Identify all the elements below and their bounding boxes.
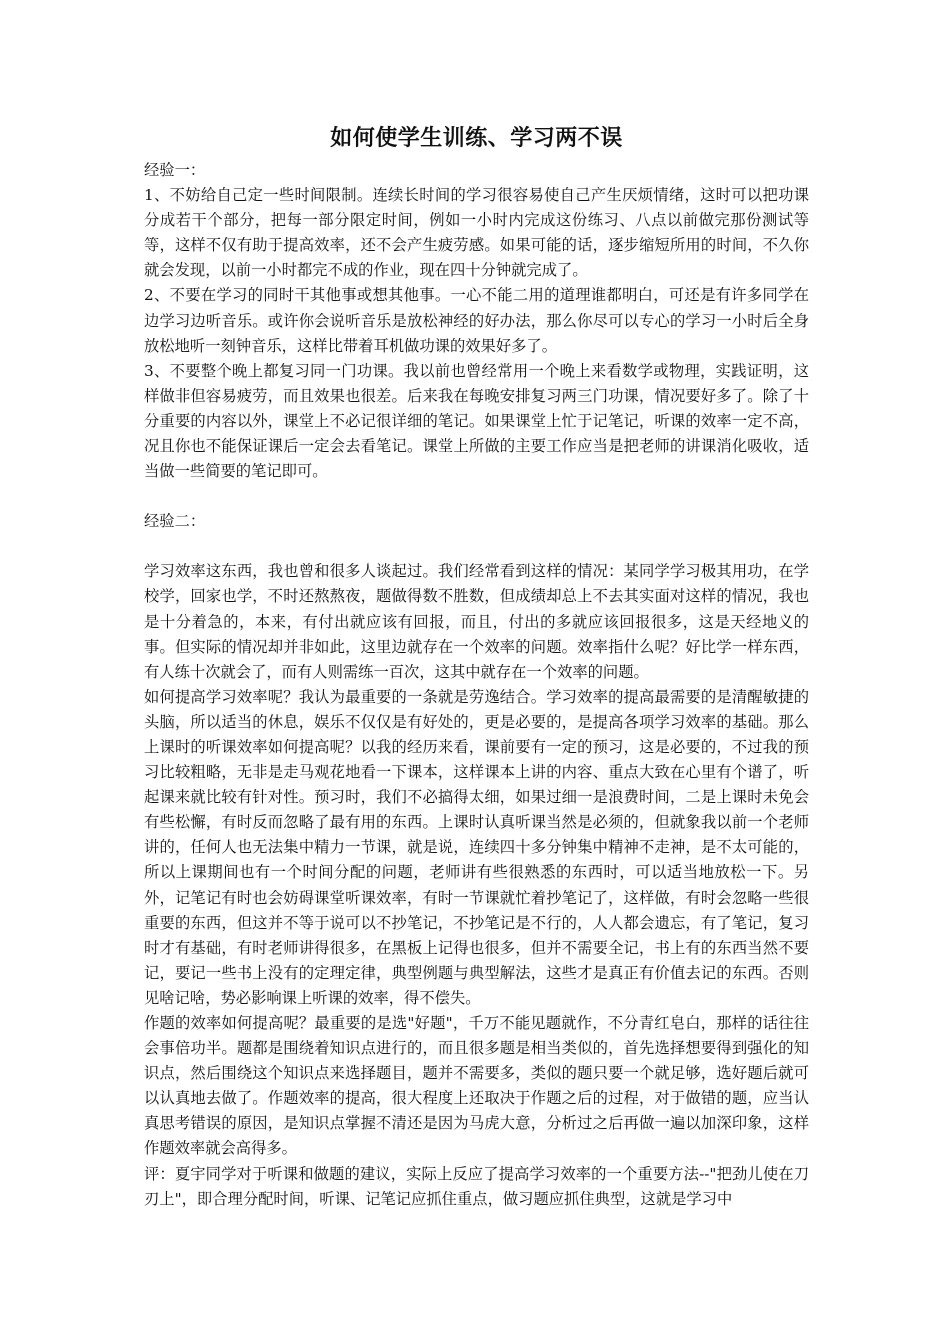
paragraph: 如何提高学习效率呢？我认为最重要的一条就是劳逸结合。学习效率的提高最需要的是清醒敏捷的头脑，所以适当的休息，娱乐不仅仅是有好处的，更是必要的，是提高各项学习效率的基础。那么上课时的听课效率如何提高呢？以我的经历来看，课前要有一定的预习，这是必要的，不过我的预习比较粗略，无非是走马观花地看一下课本，这样课本上讲的内容、重点大致在心里有个谱了，听起课来就比较有针对性。预习时，我们不必搞得太细，如果过细一是浪费时间，二是上课时未免会有些松懈，有时反而忽略了最有用的东西。上课时认真听课当然是必须的，但就象我以前一个老师讲的，任何人也无法集中精力一节课，就是说，连续四十多分钟集中精神不走神，是不太可能的，所以上课期间也有一个时间分配的问题，老师讲有些很熟悉的东西时，可以适当地放松一下。另外，记笔记有时也会妨碍课堂听课效率，有时一节课就忙着抄笔记了，这样做，有时会忽略一些很重要的东西，但这并不等于说可以不抄笔记，不抄笔记是不行的，人人都会遗忘，有了笔记，复习时才有基础，有时老师讲得很多，在黑板上记得也很多，但并不需要全记，书上有的东西当然不要记，要记一些书上没有的定理定律，典型例题与典型解法，这些才是真正有价值去记的东西。否则见啥记啥，势必影响课上听课的效率，得不偿失。 — [144, 687, 809, 1007]
paragraph: 1、不妨给自己定一些时间限制。连续长时间的学习很容易使自己产生厌烦情绪，这时可以把功课分成若干个部分，把每一部分限定时间，例如一小时内完成这份练习、八点以前做完那份测试等等，这样不仅有助于提高效率，还不会产生疲劳感。如果可能的话，逐步缩短所用的时间，不久你就会发现，以前一小时都完不成的作业，现在四十分钟就完成了。 — [144, 186, 809, 280]
paragraph: 学习效率这东西，我也曾和很多人谈起过。我们经常看到这样的情况：某同学学习极其用功，在学校学，回家也学，不时还熬熬夜，题做得数不胜数，但成绩却总上不去其实面对这样的情况，我也是十分着急的，本来，有付出就应该有回报，而且，付出的多就应该回报很多，这是天经地义的事。但实际的情况却并非如此，这里边就存在一个效率的问题。效率指什么呢？好比学一样东西，有人练十次就会了，而有人则需练一百次，这其中就存在一个效率的问题。 — [144, 562, 809, 681]
paragraph: 2、不要在学习的同时干其他事或想其他事。一心不能二用的道理谁都明白，可还是有许多同学在边学习边听音乐。或许你会说听音乐是放松神经的好办法，那么你尽可以专心的学习一小时后全身放松地听一刻钟音乐，这样比带着耳机做功课的效果好多了。 — [144, 286, 809, 355]
document-title: 如何使学生训练、学习两不误 — [330, 125, 623, 151]
blank-line — [144, 484, 809, 509]
section-heading-experience-2: 经验二： — [144, 512, 206, 531]
paragraph: 作题的效率如何提高呢？最重要的是选"好题"，千万不能见题就作，不分青红皂白，那样的话往往会事倍功半。题都是围绕着知识点进行的，而且很多题是相当类似的，首先选择想要得到强化的知识点，然后围绕这个知识点来选择题目，题并不需要多，类似的题只要一个就足够，选好题后就可以认真地去做了。作题效率的提高，很大程度上还取决于作题之后的过程，对于做错的题，应当认真思考错误的原因，是知识点掌握不清还是因为马虎大意，分析过之后再做一遍以加深印象，这样作题效率就会高得多。 — [144, 1014, 809, 1158]
paragraph: 3、不要整个晚上都复习同一门功课。我以前也曾经常用一个晚上来看数学或物理，实践证明，这样做非但容易疲劳，而且效果也很差。后来我在每晚安排复习两三门功课，情况要好多了。除了十分重要的内容以外，课堂上不必记很详细的笔记。如果课堂上忙于记笔记，听课的效率一定不高，况且你也不能保证课后一定会去看笔记。课堂上所做的主要工作应当是把老师的讲课消化吸收，适当做一些简要的笔记即可。 — [144, 361, 809, 481]
section-heading-experience-1: 经验一： — [144, 161, 206, 179]
document-page — [144, 118, 809, 1212]
blank-line — [144, 534, 809, 559]
comment-paragraph: 评：夏宇同学对于听课和做题的建议，实际上反应了提高学习效率的一个重要方法--"把劲儿使在刀刃上"，即合理分配时间，听课、记笔记应抓住重点，做习题应抓住典型，这就是学习中 — [144, 1164, 809, 1208]
